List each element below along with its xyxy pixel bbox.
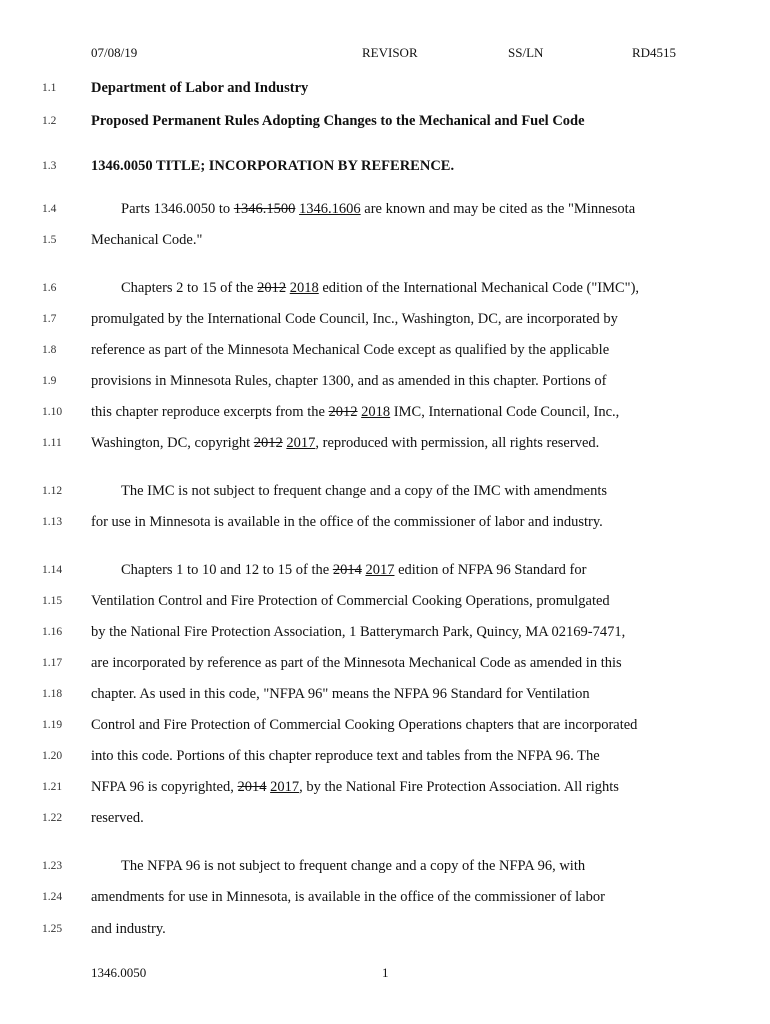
header-initials: SS/LN [508, 45, 544, 60]
text-line [0, 481, 770, 501]
text-line [0, 278, 770, 298]
text-run: provisions in Minnesota Rules, chapter 1300, and as amended in this chapter. Portions of [91, 373, 607, 389]
struck-text: 2012 [328, 404, 358, 420]
line-number: 1.19 [42, 719, 63, 731]
line-number: 1.5 [42, 234, 57, 246]
text-run: Proposed Permanent Rules Adopting Changes to the Mechanical and Fuel Code [91, 113, 585, 129]
line-text [91, 340, 609, 360]
inserted-text: 2017 [365, 562, 395, 578]
text-line [0, 919, 770, 939]
inserted-text: 2018 [361, 404, 391, 420]
text-line [0, 512, 770, 532]
line-number: 1.2 [42, 115, 57, 127]
text-line [0, 340, 770, 360]
line-text [91, 887, 605, 907]
line-text [91, 591, 610, 611]
line-text [91, 433, 599, 453]
text-line [0, 684, 770, 704]
line-number: 1.13 [42, 516, 63, 528]
struck-text: 2012 [257, 280, 287, 296]
line-text [91, 622, 625, 642]
text-run: Department of Labor and Industry [91, 80, 309, 96]
text-line [0, 371, 770, 391]
line-number: 1.25 [42, 923, 63, 935]
line-text [91, 230, 202, 250]
line-number: 1.23 [42, 860, 63, 872]
text-run: for use in Minnesota is available in the office of the commissioner of labor and industry. [91, 514, 603, 530]
text-run: Control and Fire Protection of Commercial Cooking Operations chapters that are incorporated [91, 717, 638, 733]
text-line [0, 622, 770, 642]
line-number: 1.11 [42, 437, 62, 449]
line-text [121, 856, 585, 876]
line-number: 1.14 [42, 564, 63, 576]
header-date: 07/08/19 [91, 45, 138, 60]
line-text [91, 715, 637, 735]
text-run: edition of NFPA 96 Standard for [394, 562, 587, 578]
text-run: this chapter reproduce excerpts from the [91, 404, 329, 420]
line-number: 1.9 [42, 375, 57, 387]
text-run: reserved. [91, 810, 144, 826]
text-run: Chapters 2 to 15 of the [121, 280, 258, 296]
text-line [0, 309, 770, 329]
text-run: Ventilation Control and Fire Protection of Commercial Cooking Operations, promulgated [91, 593, 610, 609]
line-number: 1.10 [42, 406, 63, 418]
struck-text: 1346.1500 [233, 201, 296, 217]
text-run: reference as part of the Minnesota Mechanical Code except as qualified by the applicable [91, 342, 610, 358]
line-text [91, 746, 600, 766]
text-run: amendments for use in Minnesota, is available in the office of the commissioner of labor [91, 889, 605, 905]
text-run: , reproduced with permission, all rights reserved. [315, 435, 600, 451]
text-line [0, 230, 770, 250]
line-text [91, 919, 166, 939]
text-line [0, 402, 770, 422]
text-run: Mechanical Code." [91, 232, 203, 248]
line-number: 1.8 [42, 344, 57, 356]
line-number: 1.22 [42, 812, 63, 824]
text-run: and industry. [91, 921, 166, 937]
text-line [0, 199, 770, 219]
text-run: Parts 1346.0050 to [121, 201, 234, 217]
text-line [0, 715, 770, 735]
line-number: 1.17 [42, 657, 63, 669]
line-text [91, 309, 618, 329]
inserted-text: 1346.1606 [299, 201, 361, 217]
text-run: , by the National Fire Protection Association. All rights [299, 779, 619, 795]
line-number: 1.24 [42, 891, 63, 903]
line-text [91, 156, 454, 176]
line-number: 1.16 [42, 626, 63, 638]
text-run: NFPA 96 is copyrighted, [91, 779, 238, 795]
text-line [0, 856, 770, 876]
struck-text: 2012 [253, 435, 283, 451]
line-text [91, 808, 144, 828]
text-line [0, 591, 770, 611]
footer-page-number: 1 [382, 965, 389, 980]
text-line [0, 777, 770, 797]
line-number: 1.21 [42, 781, 63, 793]
line-text [121, 199, 635, 219]
text-line [0, 653, 770, 673]
text-run: are incorporated by reference as part of the Minnesota Mechanical Code as amended in this [91, 655, 622, 671]
text-run: by the National Fire Protection Association, 1 Batterymarch Park, Quincy, MA 02169-7471, [91, 624, 626, 640]
line-number: 1.6 [42, 282, 57, 294]
inserted-text: 2018 [289, 280, 319, 296]
text-run: Washington, DC, copyright [91, 435, 254, 451]
text-run: IMC, International Code Council, Inc., [390, 404, 620, 420]
line-number: 1.15 [42, 595, 63, 607]
text-run: The IMC is not subject to frequent change and a copy of the IMC with amendments [121, 483, 608, 499]
footer-section: 1346.0050 [91, 965, 147, 980]
line-text [91, 684, 590, 704]
text-run: Chapters 1 to 10 and 12 to 15 of the [121, 562, 333, 578]
line-number: 1.20 [42, 750, 63, 762]
text-line [0, 433, 770, 453]
text-line [0, 156, 770, 176]
struck-text: 2014 [237, 779, 267, 795]
text-run: promulgated by the International Code Council, Inc., Washington, DC, are incorporated by [91, 311, 618, 327]
text-run: The NFPA 96 is not subject to frequent change and a copy of the NFPA 96, with [121, 858, 586, 874]
line-text [91, 777, 619, 797]
line-text [91, 402, 619, 422]
text-run: chapter. As used in this code, "NFPA 96" means the NFPA 96 Standard for Ventilation [91, 686, 590, 702]
text-run: into this code. Portions of this chapter reproduce text and tables from the NFPA 96. The [91, 748, 600, 764]
text-line [0, 887, 770, 907]
line-number: 1.7 [42, 313, 57, 325]
header-doc-id: RD4515 [632, 45, 677, 60]
text-line [0, 560, 770, 580]
text-line [0, 111, 770, 131]
inserted-text: 2017 [270, 779, 300, 795]
text-line [0, 746, 770, 766]
line-text [91, 111, 585, 131]
line-number: 1.4 [42, 203, 57, 215]
line-text [121, 560, 586, 580]
line-number: 1.3 [42, 160, 57, 172]
text-line [0, 808, 770, 828]
line-text [91, 78, 308, 98]
struck-text: 2014 [332, 562, 362, 578]
header-revisor: REVISOR [362, 45, 418, 60]
line-text [91, 653, 622, 673]
line-number: 1.18 [42, 688, 63, 700]
line-text [91, 371, 606, 391]
text-run: 1346.0050 TITLE; INCORPORATION BY REFERENCE. [91, 158, 455, 174]
text-run: are known and may be cited as the "Minnesota [360, 201, 636, 217]
line-number: 1.1 [42, 82, 57, 94]
line-number: 1.12 [42, 485, 63, 497]
line-text [121, 481, 607, 501]
text-run: edition of the International Mechanical Code ("IMC"), [318, 280, 640, 296]
text-line [0, 78, 770, 98]
line-text [121, 278, 639, 298]
inserted-text: 2017 [286, 435, 316, 451]
line-text [91, 512, 603, 532]
